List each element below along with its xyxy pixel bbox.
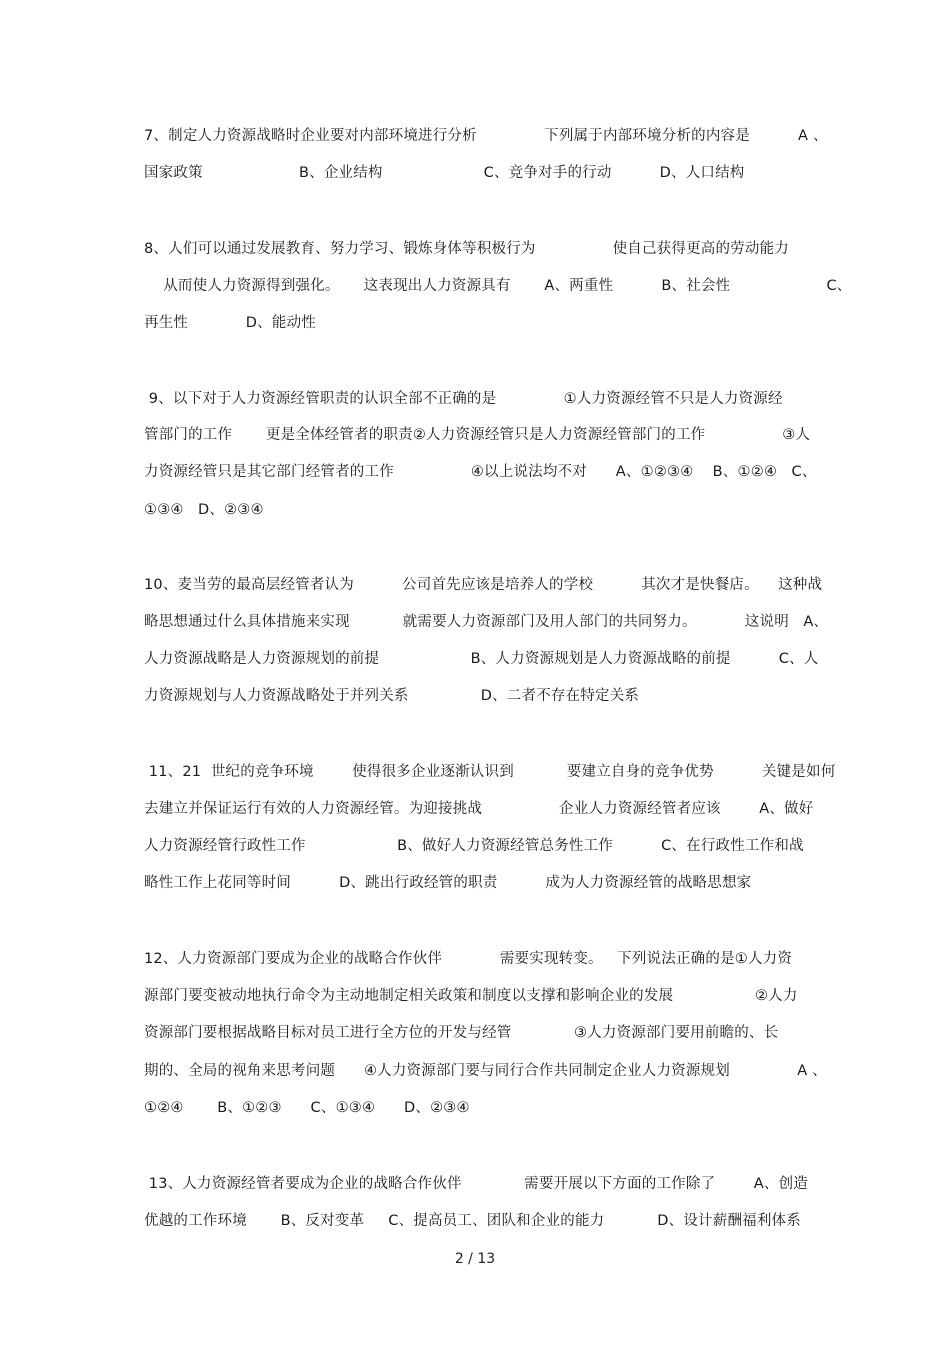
question-13-line-1: 13、人力资源经管者要成为企业的战略合作伙伴 需要开展以下方面的工作除了 A、创造: [144, 1176, 808, 1192]
question-9-line-3: 力资源经管只是其它部门经管者的工作 ④以上说法均不对 A、①②③④ B、①②④ C、: [144, 464, 817, 480]
question-12-line-3: 资源部门要根据战略目标对员工进行全方位的开发与经管 ③人力资源部门要用前瞻的、长: [144, 1025, 779, 1041]
question-8-line-2: 从而使人力资源得到强化。 这表现出人力资源具有 A、两重性 B、社会性 C、: [144, 278, 852, 294]
question-10-line-4: 力资源规划与人力资源战略处于并列关系 D、二者不存在特定关系: [144, 688, 640, 704]
question-11-line-4: 略性工作上花同等时间 D、跳出行政经管的职责 成为人力资源经管的战略思想家: [144, 875, 752, 891]
question-10-line-3: 人力资源战略是人力资源规划的前提 B、人力资源规划是人力资源战略的前提 C、人: [144, 651, 819, 667]
question-12-line-1: 12、人力资源部门要成为企业的战略合作伙伴 需要实现转变。 下列说法正确的是①人力资: [144, 951, 793, 967]
question-11-line-2: 去建立并保证运行有效的人力资源经管。为迎接挑战 企业人力资源经管者应该 A、做好: [144, 801, 814, 817]
question-12-line-4: 期的、全局的视角来思考问题 ④人力资源部门要与同行合作共同制定企业人力资源规划 A 、: [144, 1063, 827, 1079]
question-11-line-3: 人力资源经管行政性工作 B、做好人力资源经管总务性工作 C、在行政性工作和战: [144, 838, 804, 854]
question-13-line-2: 优越的工作环境 B、反对变革 C、提高员工、团队和企业的能力 D、设计薪酬福利体系: [144, 1213, 801, 1229]
page-number: 2 / 13: [454, 1251, 496, 1267]
question-7-line-1: 7、制定人力资源战略时企业要对内部环境进行分析 下列属于内部环境分析的内容是 A 、: [144, 128, 828, 144]
question-12-line-5: ①②④ B、①②③ C、①③④ D、②③④: [144, 1100, 470, 1116]
question-10-line-2: 略思想通过什么具体措施来实现 就需要人力资源部门及用人部门的共同努力。 这说明 A、: [144, 614, 829, 630]
question-9-line-4: ①③④ D、②③④: [144, 502, 264, 518]
question-12-line-2: 源部门要变被动地执行命令为主动地制定相关政策和制度以支撑和影响企业的发展 ②人力: [144, 988, 798, 1004]
question-8-line-3: 再生性 D、能动性: [144, 315, 316, 331]
question-8-line-1: 8、人们可以通过发展教育、努力学习、锻炼身体等积极行为 使自己获得更高的劳动能力: [144, 241, 789, 257]
question-11-line-1: 11、21 世纪的竞争环境 使得很多企业逐渐认识到 要建立自身的竞争优势 关键是如何: [144, 764, 836, 780]
question-9-line-1: 9、以下对于人力资源经管职责的认识全部不正确的是 ①人力资源经管不只是人力资源经: [144, 391, 783, 407]
question-9-line-2: 管部门的工作 更是全体经管者的职责②人力资源经管只是人力资源经管部门的工作 ③人: [144, 427, 811, 443]
question-10-line-1: 10、麦当劳的最高层经管者认为 公司首先应该是培养人的学校 其次才是快餐店。 这种战: [144, 577, 823, 593]
question-7-line-2: 国家政策 B、企业结构 C、竞争对手的行动 D、人口结构: [144, 165, 745, 181]
